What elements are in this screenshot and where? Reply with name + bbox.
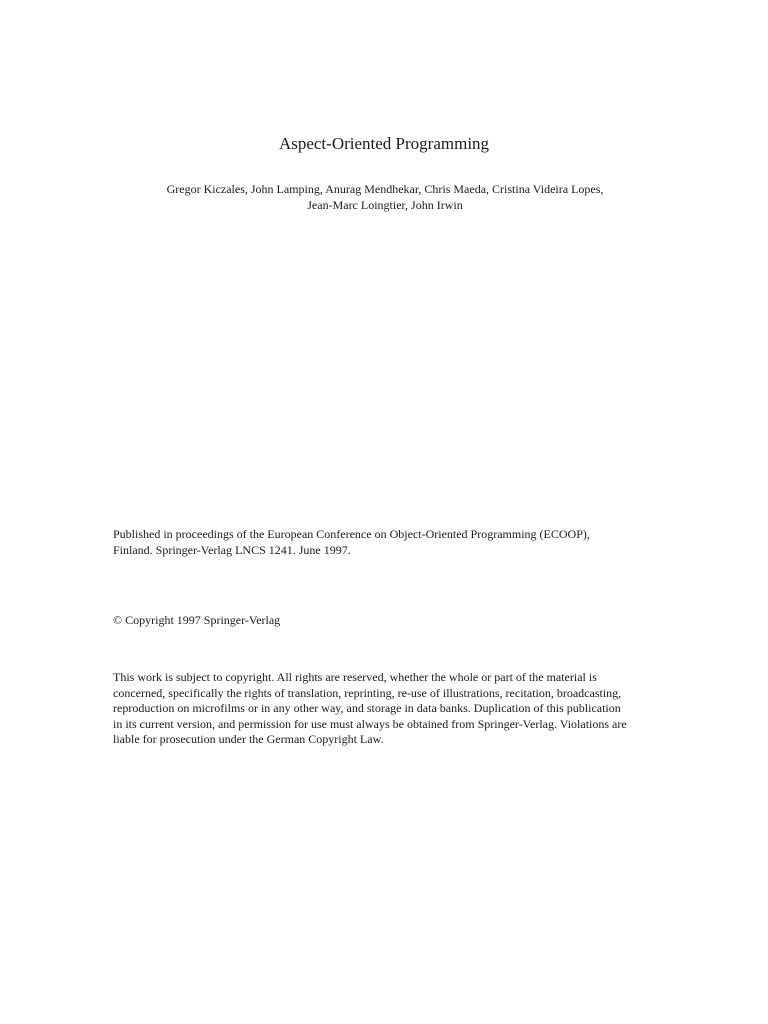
notice-line: reproduction on microfilms or in any other way, and storage in data banks. Duplication of this publication — [113, 701, 621, 715]
author-line: Gregor Kiczales, John Lamping, Anurag Mendhekar, Chris Maeda, Cristina Videira Lopes, — [166, 182, 604, 196]
paper-title: Aspect-Oriented Programming — [278, 134, 490, 153]
author-list — [100, 181, 670, 213]
notice-line: concerned, specifically the rights of translation, reprinting, re-use of illustrations, recitation, broadcasting, — [113, 685, 622, 700]
notice-line: liable for prosecution under the German Copyright Law. — [113, 732, 384, 746]
notice-line: This work is subject to copyright. All rights are reserved, whether the whole or part of the material is — [113, 670, 597, 684]
notice-line: in its current version, and permission for use must always be obtained from Springer-Verlag. Violations are — [113, 716, 627, 731]
publication-info — [113, 527, 658, 558]
copyright-statement — [113, 670, 658, 748]
author-line: Jean-Marc Loingtier, John Irwin — [307, 198, 463, 212]
publication-line: Finland. Springer-Verlag LNCS 1241. June 1997. — [113, 542, 351, 557]
copyright-notice: © Copyright 1997 Springer-Verlag — [113, 613, 281, 627]
publication-line: Published in proceedings of the European Conference on Object-Oriented Programming (ECOOP), — [113, 527, 590, 541]
